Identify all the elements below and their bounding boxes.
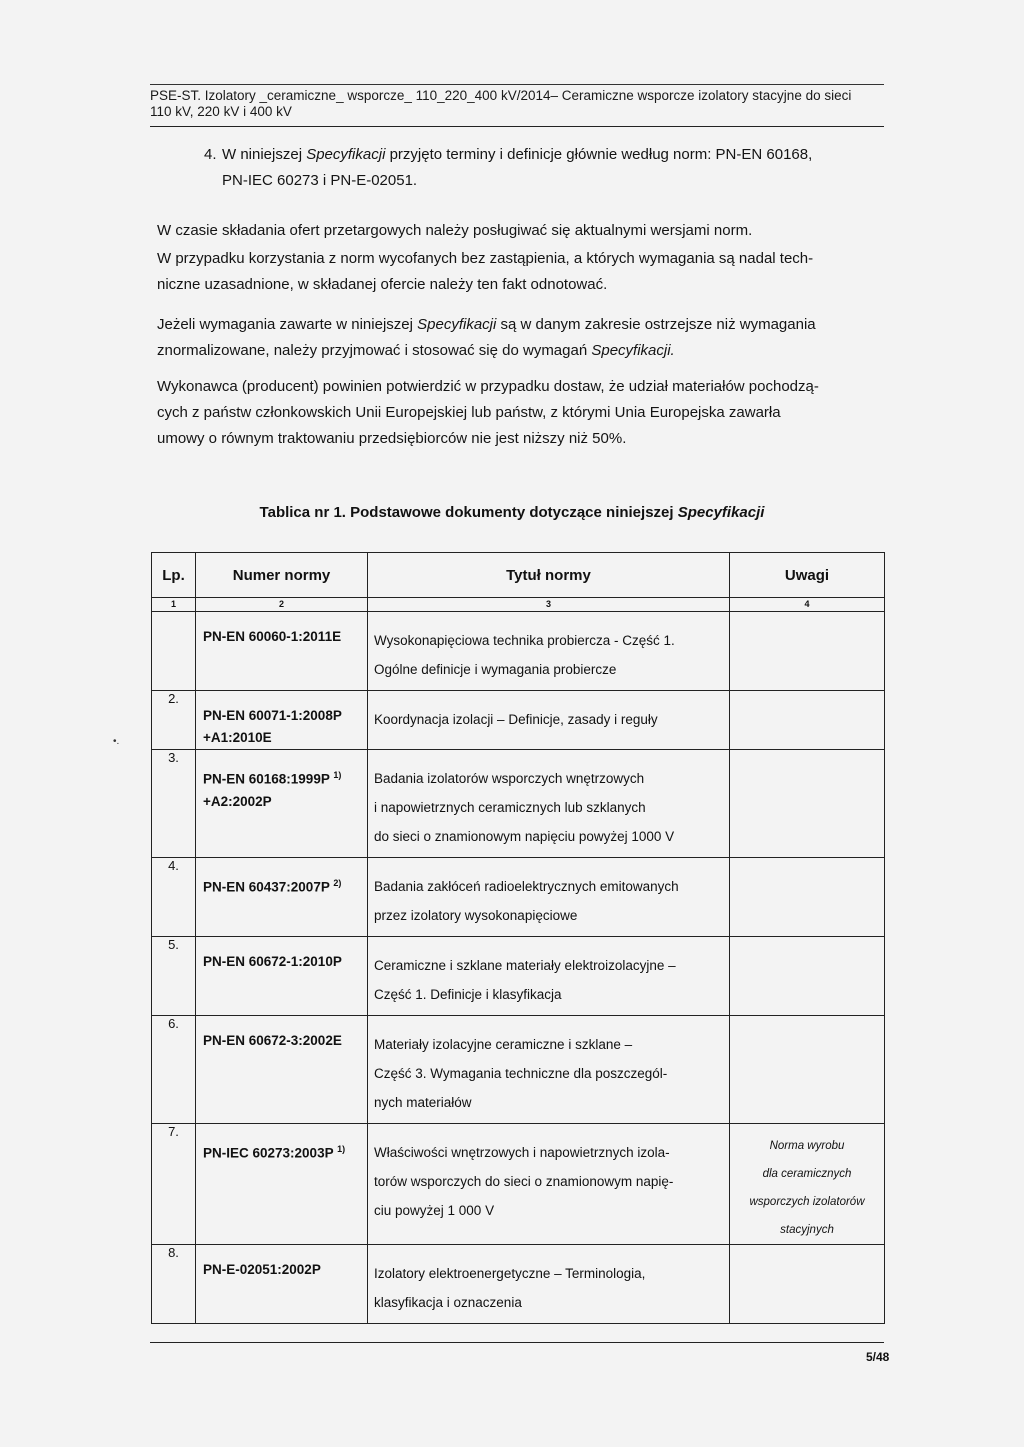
header-remarks: Uwagi bbox=[730, 553, 885, 598]
caption-emphasis: Specyfikacji bbox=[677, 504, 765, 521]
p5-line-1: Wykonawca (producent) powinien potwierdzić w przypadku dostaw, że udział materiałów pochodzą- bbox=[157, 378, 819, 395]
paragraph-withdrawn-norms bbox=[157, 246, 882, 298]
footnote-marker: 1) bbox=[333, 770, 342, 780]
row-norm-title bbox=[368, 937, 730, 1016]
header-line-2: 110 kV, 220 kV i 400 kV bbox=[150, 104, 292, 119]
row-norm-title bbox=[368, 691, 730, 750]
norm-title-line: Badania izolatorów wsporczych wnętrzowych bbox=[374, 771, 645, 786]
col-index: 4 bbox=[730, 598, 885, 612]
row-lp: 4. bbox=[152, 858, 196, 937]
footnote-marker: 1) bbox=[337, 1144, 346, 1154]
norm-title-line: Koordynacja izolacji – Definicje, zasady i reguły bbox=[374, 712, 658, 727]
remark-line: Norma wyrobu bbox=[769, 1140, 845, 1152]
norm-number: PN-EN 60437:2007P bbox=[203, 879, 330, 895]
p3-line-2: niczne uzasadnione, w składanej ofercie należy ten fakt odnotować. bbox=[157, 276, 608, 293]
norm-title-line: Część 1. Definicje i klasyfikacja bbox=[374, 987, 562, 1002]
row-remarks bbox=[730, 691, 885, 750]
row-norm-title bbox=[368, 1016, 730, 1124]
header-title: Tytuł normy bbox=[368, 553, 730, 598]
row-remarks bbox=[730, 858, 885, 937]
p1-text-a: W niniejszej bbox=[222, 146, 307, 163]
norm-number: PN-EN 60672-3:2002E bbox=[203, 1033, 342, 1048]
row-remarks bbox=[730, 1016, 885, 1124]
norm-title-line: Właściwości wnętrzowych i napowietrznych izola- bbox=[374, 1145, 670, 1160]
norm-title-line: do sieci o znamionowym napięciu powyżej 1000 V bbox=[374, 829, 675, 844]
row-lp: 5. bbox=[152, 937, 196, 1016]
p4-text-a: Jeżeli wymagania zawarte w niniejszej bbox=[157, 316, 418, 333]
column-index-row bbox=[152, 598, 885, 612]
row-norm-number bbox=[196, 750, 368, 858]
norm-title-line: ciu powyżej 1 000 V bbox=[374, 1203, 495, 1218]
norm-title-line: nych materiałów bbox=[374, 1095, 472, 1110]
norm-amendment: +A1:2010E bbox=[203, 730, 272, 745]
norm-title-line: Wysokonapięciowa technika probiercza - Część 1. bbox=[374, 633, 675, 648]
table-row bbox=[152, 1124, 885, 1245]
table-row bbox=[152, 1016, 885, 1124]
table-row bbox=[152, 691, 885, 750]
norm-title-line: przez izolatory wysokonapięciowe bbox=[374, 908, 578, 923]
row-norm-number bbox=[196, 691, 368, 750]
row-norm-number bbox=[196, 858, 368, 937]
page-header bbox=[150, 88, 884, 120]
p4-text-b: są w danym zakresie ostrzejsze niż wymagania bbox=[496, 316, 816, 333]
norm-number: PN-EN 60071-1:2008P bbox=[203, 708, 342, 723]
row-norm-number bbox=[196, 612, 368, 691]
norm-title-line: i napowietrznych ceramicznych lub szklanych bbox=[374, 800, 646, 815]
p5-line-2: cych z państw członkowskich Unii Europejskiej lub państw, z którymi Unia Europejska zawarła bbox=[157, 404, 781, 421]
row-remarks bbox=[730, 937, 885, 1016]
row-lp: 6. bbox=[152, 1016, 196, 1124]
table-caption bbox=[0, 504, 1024, 521]
header-line-1: PSE-ST. Izolatory _ceramiczne_ wsporcze_ 110_220_400 kV/2014– Ceramiczne wsporcze izolatory stacyjne do sieci bbox=[150, 88, 852, 103]
p1-emphasis: Specyfikacji bbox=[306, 146, 386, 163]
row-norm-title bbox=[368, 612, 730, 691]
table-row bbox=[152, 937, 885, 1016]
norm-title-line: Ceramiczne i szklane materiały elektroizolacyjne – bbox=[374, 958, 676, 973]
remark-line: stacyjnych bbox=[780, 1224, 834, 1236]
norm-number: PN-E-02051:2002P bbox=[203, 1262, 321, 1277]
caption-label: Tablica nr 1. Podstawowe dokumenty dotyczące niniejszej bbox=[259, 504, 678, 521]
paragraph-current-norms: W czasie składania ofert przetargowych należy posługiwać się aktualnymi wersjami norm. bbox=[157, 222, 753, 239]
remark-line: wsporczych izolatorów bbox=[749, 1196, 865, 1208]
row-norm-number bbox=[196, 1016, 368, 1124]
norm-number: PN-EN 60060-1:2011E bbox=[203, 629, 342, 644]
p3-line-1: W przypadku korzystania z norm wycofanych bez zastąpienia, a których wymagania są nadal tech- bbox=[157, 250, 814, 267]
remark-line: dla ceramicznych bbox=[762, 1168, 852, 1180]
p4-emphasis-1: Specyfikacji bbox=[417, 316, 497, 333]
norm-title-line: Część 3. Wymagania techniczne dla poszczegól- bbox=[374, 1066, 668, 1081]
col-index: 1 bbox=[152, 598, 196, 612]
row-lp bbox=[152, 612, 196, 691]
col-index: 3 bbox=[368, 598, 730, 612]
p4-text-c: znormalizowane, należy przyjmować i stosować się do wymagań bbox=[157, 342, 592, 359]
table-row bbox=[152, 1245, 885, 1324]
row-remarks bbox=[730, 750, 885, 858]
table-header-row bbox=[152, 553, 885, 598]
norm-title-line: klasyfikacja i oznaczenia bbox=[374, 1295, 522, 1310]
row-norm-title bbox=[368, 1124, 730, 1245]
p1-text-b: przyjęto terminy i definicje głównie według norm: PN-EN 60168, bbox=[385, 146, 813, 163]
norm-amendment: +A2:2002P bbox=[203, 793, 272, 809]
table-row bbox=[152, 750, 885, 858]
page-number: 5/48 bbox=[866, 1350, 890, 1364]
row-lp: 2. bbox=[152, 691, 196, 750]
paragraph-stricter-requirements bbox=[157, 312, 882, 364]
header-rule-bottom bbox=[150, 126, 884, 127]
row-norm-number bbox=[196, 937, 368, 1016]
row-remarks bbox=[730, 1245, 885, 1324]
header-rule-top bbox=[150, 84, 884, 85]
norm-title-line: torów wsporczych do sieci o znamionowym napię- bbox=[374, 1174, 674, 1189]
paragraph-contractor bbox=[157, 374, 882, 452]
row-norm-number bbox=[196, 1124, 368, 1245]
row-remarks bbox=[730, 1124, 885, 1245]
paragraph-definitions bbox=[157, 142, 882, 194]
p1-line-2: PN-IEC 60273 i PN-E-02051. bbox=[222, 172, 418, 189]
norm-title-line: Badania zakłóceń radioelektrycznych emitowanych bbox=[374, 879, 679, 894]
paragraph-number: 4. bbox=[204, 146, 217, 163]
row-norm-title bbox=[368, 750, 730, 858]
norm-number: PN-EN 60168:1999P bbox=[203, 771, 330, 787]
row-lp: 7. bbox=[152, 1124, 196, 1245]
col-index: 2 bbox=[196, 598, 368, 612]
scan-speck: •. bbox=[113, 736, 120, 747]
header-lp: Lp. bbox=[152, 553, 196, 598]
table-row bbox=[152, 612, 885, 691]
row-norm-title bbox=[368, 1245, 730, 1324]
row-lp: 8. bbox=[152, 1245, 196, 1324]
p4-emphasis-2: Specyfikacji. bbox=[591, 342, 675, 359]
footnote-marker: 2) bbox=[333, 878, 342, 888]
norm-number: PN-IEC 60273:2003P bbox=[203, 1145, 334, 1161]
footer-rule bbox=[150, 1342, 884, 1343]
norm-title-line: Materiały izolacyjne ceramiczne i szklane – bbox=[374, 1037, 633, 1052]
p5-line-3: umowy o równym traktowaniu przedsiębiorców nie jest niższy niż 50%. bbox=[157, 430, 627, 447]
norm-title-line: Izolatory elektroenergetyczne – Terminologia, bbox=[374, 1266, 646, 1281]
norm-title-line: Ogólne definicje i wymagania probiercze bbox=[374, 662, 617, 677]
row-remarks bbox=[730, 612, 885, 691]
row-norm-number bbox=[196, 1245, 368, 1324]
norms-table bbox=[151, 552, 885, 1324]
norm-number: PN-EN 60672-1:2010P bbox=[203, 954, 342, 969]
row-norm-title bbox=[368, 858, 730, 937]
row-lp: 3. bbox=[152, 750, 196, 858]
header-number: Numer normy bbox=[196, 553, 368, 598]
table-row bbox=[152, 858, 885, 937]
